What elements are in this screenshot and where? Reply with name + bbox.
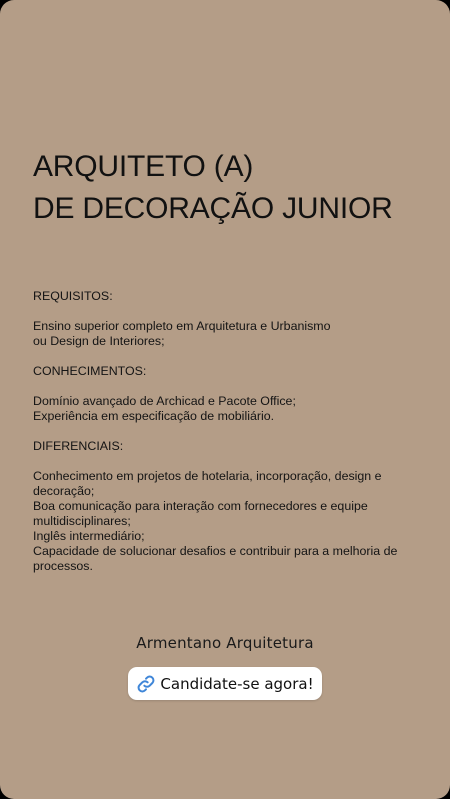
conhecimentos-line-2: Experiência em especificação de mobiliário.: [33, 409, 275, 423]
diferenciais-item: Capacidade de solucionar desafios e contribuir para a melhoria de processos.: [33, 544, 398, 573]
requisitos-line-1: Ensino superior completo em Arquitetura e Urbanismo: [33, 319, 331, 333]
requisitos-line-2: ou Design de Interiores;: [33, 334, 165, 348]
link-icon: [136, 674, 156, 694]
conhecimentos-line-1: Domínio avançado de Archicad e Pacote Office;: [33, 394, 296, 408]
apply-link-sticker[interactable]: [128, 667, 322, 700]
apply-link-label: Candidate-se agora!: [160, 674, 314, 693]
conhecimentos-heading: CONHECIMENTOS:: [33, 364, 147, 378]
diferenciais-item: Boa comunicação para interação com fornecedores e equipe multidisciplinares;: [33, 499, 368, 528]
job-description: [33, 289, 418, 574]
diferenciais-heading: DIFERENCIAIS:: [33, 439, 124, 453]
requisitos-heading: REQUISITOS:: [33, 289, 113, 303]
brand-name: Armentano Arquitetura: [136, 634, 314, 652]
diferenciais-item: Conhecimento em projetos de hotelaria, incorporação, design e decoração;: [33, 469, 382, 498]
job-title-line-1: ARQUITETO (A): [33, 150, 254, 183]
job-title-line-2: DE DECORAÇÃO JUNIOR: [33, 192, 393, 225]
diferenciais-item: Inglês intermediário;: [33, 529, 145, 543]
job-title: [33, 146, 393, 230]
